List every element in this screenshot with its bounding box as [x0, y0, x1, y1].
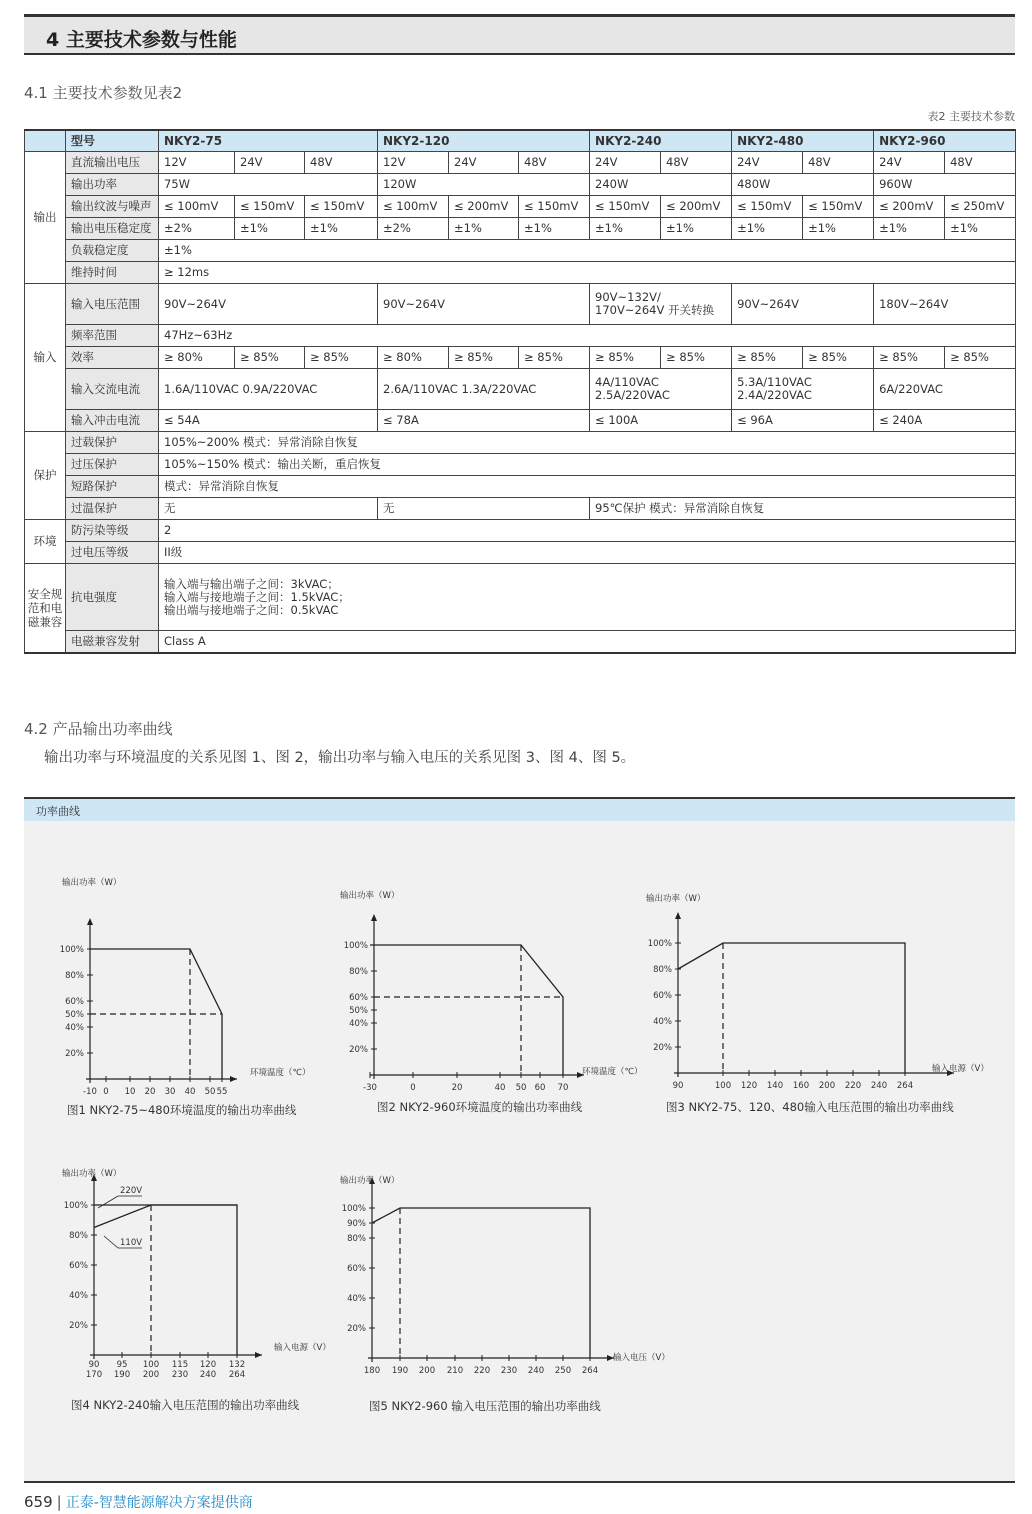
x-axis-label: 输入电源（V） — [274, 1343, 331, 1353]
y-tick-label: 40% — [65, 1023, 84, 1033]
cell: ≥ 80% — [159, 347, 235, 369]
y-tick-label: 40% — [653, 1017, 672, 1027]
param-name: 输出纹波与噪声 — [66, 196, 159, 218]
cell: ≥ 12ms — [159, 262, 1016, 284]
x-tick-label: 60 — [534, 1083, 546, 1093]
y-tick-label: 20% — [69, 1321, 88, 1331]
cell: ≤ 240A — [874, 410, 1016, 432]
x-tick-label: 140 — [766, 1081, 784, 1091]
y-tick-label: 60% — [65, 997, 84, 1007]
x-tick-label: 264 — [581, 1366, 599, 1376]
table-row — [25, 262, 1016, 284]
hd-model: 型号 — [66, 130, 159, 152]
x-tick-label: 190 — [391, 1366, 409, 1376]
section-header — [24, 14, 1015, 55]
cell: 120W — [378, 174, 590, 196]
curve-label-220v: 220V — [120, 1186, 143, 1196]
y-tick-label: 40% — [69, 1291, 88, 1301]
x-axis-arrow — [255, 1352, 262, 1358]
y-tick-label: 40% — [347, 1294, 366, 1304]
chart-caption: 图2 NKY2-960环境温度的输出功率曲线 — [377, 1100, 583, 1114]
power-curve-panel — [24, 797, 1015, 1483]
x-axis-arrow — [230, 1076, 237, 1082]
y-tick-label: 80% — [653, 965, 672, 975]
cell: 960W — [874, 174, 1016, 196]
x-tick-label: 100 — [142, 1360, 160, 1370]
param-name: 负载稳定度 — [66, 240, 159, 262]
hd-nky2-120: NKY2-120 — [378, 130, 590, 152]
x-tick-label: 170 — [85, 1370, 103, 1380]
x-tick-label: -30 — [363, 1083, 377, 1093]
chart-caption: 图5 NKY2-960 输入电压范围的输出功率曲线 — [369, 1399, 601, 1413]
table-row — [25, 410, 1016, 432]
x-tick-label: 20 — [144, 1087, 156, 1097]
chart-caption: 图3 NKY2-75、120、480输入电压范围的输出功率曲线 — [666, 1100, 954, 1114]
x-tick-label: 200 — [142, 1370, 160, 1380]
y-tick-label: 50% — [65, 1010, 84, 1020]
cell: ±1% — [449, 218, 519, 240]
series-line-110v — [94, 1205, 237, 1355]
cell: 95℃保护 模式：异常消除自恢复 — [590, 498, 1016, 520]
param-name: 频率范围 — [66, 325, 159, 347]
cell: 47Hz~63Hz — [159, 325, 1016, 347]
y-tick-label: 100% — [647, 939, 672, 949]
x-tick-label: 70 — [557, 1083, 569, 1093]
cell: 模式：异常消除自恢复 — [159, 476, 1016, 498]
x-tick-label: 40 — [184, 1087, 196, 1097]
group-output: 输出 — [25, 152, 66, 284]
x-tick-label: 30 — [164, 1087, 176, 1097]
cell: ≤ 150mV — [803, 196, 874, 218]
cell: 48V — [661, 152, 732, 174]
y-tick-label: 60% — [653, 991, 672, 1001]
x-tick-label: 220 — [473, 1366, 491, 1376]
cell: ≥ 85% — [732, 347, 803, 369]
y-tick-label: 20% — [653, 1043, 672, 1053]
table-row — [25, 631, 1016, 654]
y-tick-label: 100% — [59, 945, 84, 955]
x-axis-label: 输入电源（V） — [932, 1064, 989, 1074]
x-axis-label: 环境温度（℃） — [250, 1068, 311, 1078]
table-row — [25, 347, 1016, 369]
cell: 24V — [874, 152, 945, 174]
description-paragraph: 输出功率与环境温度的关系见图 1、图 2，输出功率与输入电压的关系见图 3、图 4、图 5。 — [44, 750, 636, 766]
series-line — [372, 1208, 590, 1358]
label-leader — [104, 1236, 118, 1248]
cell-line: 输入端与输出端子之间：3kVAC； — [164, 576, 339, 591]
cell: ≥ 80% — [378, 347, 449, 369]
x-tick-label: 240 — [199, 1370, 217, 1380]
y-tick-label: 80% — [65, 971, 84, 981]
param-name: 效率 — [66, 347, 159, 369]
cell: ≤ 150mV — [732, 196, 803, 218]
param-name: 抗电强度 — [66, 564, 159, 631]
x-tick-label: 200 — [418, 1366, 436, 1376]
cell-line: 输出端与接地端子之间：0.5kVAC — [164, 602, 339, 617]
footer-brand: 正泰-智慧能源解决方案提供商 — [65, 1495, 253, 1511]
cell: 90V~264V — [159, 284, 378, 325]
cell — [159, 564, 1016, 631]
table-row — [25, 369, 1016, 410]
cell: 24V — [732, 152, 803, 174]
table-row — [25, 152, 1016, 174]
cell: ≤ 150mV — [235, 196, 305, 218]
table-row — [25, 476, 1016, 498]
cell: ±1% — [732, 218, 803, 240]
y-tick-label: 50% — [349, 1006, 368, 1016]
cell-line: 2.5A/220VAC — [595, 388, 670, 402]
x-tick-label: 180 — [363, 1366, 381, 1376]
cell: 48V — [305, 152, 378, 174]
cell: ≥ 85% — [945, 347, 1016, 369]
cell-line: 5.3A/110VAC — [737, 375, 812, 389]
cell: Class A — [159, 631, 1016, 654]
cell-line: 2.4A/220VAC — [737, 388, 812, 402]
x-tick-label: 50 — [204, 1087, 216, 1097]
x-tick-label: 210 — [446, 1366, 464, 1376]
cell: ≥ 85% — [803, 347, 874, 369]
param-name: 过电压等级 — [66, 542, 159, 564]
table-row — [25, 240, 1016, 262]
cell: ±1% — [874, 218, 945, 240]
cell-line: 90V~132V/ — [595, 290, 661, 304]
x-tick-label: 115 — [171, 1360, 189, 1370]
table-row — [25, 174, 1016, 196]
x-tick-label: 100 — [714, 1081, 732, 1091]
cell: ≥ 85% — [519, 347, 590, 369]
curve-label-110v: 110V — [120, 1238, 143, 1248]
cell: 240W — [590, 174, 732, 196]
x-tick-label: 230 — [171, 1370, 189, 1380]
y-tick-label: 80% — [347, 1234, 366, 1244]
cell: ≥ 85% — [661, 347, 732, 369]
cell: ≤ 200mV — [661, 196, 732, 218]
cell: ≤ 100A — [590, 410, 732, 432]
x-tick-label: 200 — [818, 1081, 836, 1091]
y-axis-label: 输出功率（W） — [340, 891, 400, 901]
cell: ≥ 85% — [590, 347, 661, 369]
y-tick-label: 60% — [347, 1264, 366, 1274]
series-line — [678, 943, 905, 1073]
param-name: 防污染等级 — [66, 520, 159, 542]
cell: ≤ 150mV — [305, 196, 378, 218]
hd-nky2-960: NKY2-960 — [874, 130, 1016, 152]
x-tick-label: 20 — [451, 1083, 463, 1093]
subsection-title-4-2: 4.2 产品输出功率曲线 — [24, 720, 173, 738]
x-tick-label: 230 — [500, 1366, 518, 1376]
param-name: 输出电压稳定度 — [66, 218, 159, 240]
table-row — [25, 498, 1016, 520]
param-name: 过压保护 — [66, 454, 159, 476]
param-name: 输入冲击电流 — [66, 410, 159, 432]
x-axis-label: 输入电压（V） — [613, 1353, 670, 1363]
hd-blank — [25, 130, 66, 152]
group-protect: 保护 — [25, 432, 66, 520]
x-tick-label: -10 — [83, 1087, 97, 1097]
cell — [590, 369, 732, 410]
cell: 105%~150% 模式：输出关断，重启恢复 — [159, 454, 1016, 476]
section-title: 4 主要技术参数与性能 — [46, 29, 237, 51]
cell: ±1% — [159, 240, 1016, 262]
table-row — [25, 284, 1016, 325]
cell-line: 输入端与接地端子之间：1.5kVAC； — [164, 589, 350, 604]
cell — [732, 369, 874, 410]
cell: 90V~264V — [732, 284, 874, 325]
x-tick-label: 55 — [216, 1087, 228, 1097]
cell: 24V — [235, 152, 305, 174]
x-tick-label: 10 — [124, 1087, 136, 1097]
cell: II级 — [159, 542, 1016, 564]
spec-table — [24, 129, 1016, 654]
param-name: 维持时间 — [66, 262, 159, 284]
series-line — [370, 945, 563, 1075]
cell: ≥ 85% — [235, 347, 305, 369]
group-env: 环境 — [25, 520, 66, 564]
cell: ±1% — [590, 218, 661, 240]
table-row — [25, 564, 1016, 631]
cell: ≤ 78A — [378, 410, 590, 432]
param-name: 过载保护 — [66, 432, 159, 454]
cell: 48V — [803, 152, 874, 174]
x-tick-label: 95 — [116, 1360, 128, 1370]
y-tick-label: 20% — [347, 1324, 366, 1334]
cell: ±1% — [803, 218, 874, 240]
y-tick-label: 60% — [349, 993, 368, 1003]
y-tick-label: 60% — [69, 1261, 88, 1271]
y-tick-label: 40% — [349, 1019, 368, 1029]
group-safety: 安全规范和电磁兼容 — [25, 564, 66, 654]
cell: 24V — [449, 152, 519, 174]
cell: ±1% — [661, 218, 732, 240]
cell — [590, 284, 732, 325]
y-tick-label: 80% — [349, 967, 368, 977]
param-name: 输入电压范围 — [66, 284, 159, 325]
y-tick-label: 20% — [65, 1049, 84, 1059]
y-axis-label: 输出功率（W） — [62, 878, 122, 888]
cell: ±1% — [945, 218, 1016, 240]
cell: 180V~264V — [874, 284, 1016, 325]
cell: ≤ 250mV — [945, 196, 1016, 218]
power-curve-charts — [24, 799, 1015, 1481]
x-tick-label: 120 — [199, 1360, 217, 1370]
table-row — [25, 218, 1016, 240]
x-tick-label: 132 — [228, 1360, 246, 1370]
table-row — [25, 432, 1016, 454]
x-tick-label: 90 — [672, 1081, 684, 1091]
x-tick-label: 160 — [792, 1081, 810, 1091]
cell: ±2% — [378, 218, 449, 240]
y-tick-label: 20% — [349, 1045, 368, 1055]
param-name: 过温保护 — [66, 498, 159, 520]
cell: 12V — [159, 152, 235, 174]
cell: ≥ 85% — [305, 347, 378, 369]
page-footer — [24, 1492, 253, 1512]
cell: ≤ 200mV — [874, 196, 945, 218]
x-tick-label: 0 — [410, 1083, 416, 1093]
cell: 90V~264V — [378, 284, 590, 325]
cell: 75W — [159, 174, 378, 196]
param-name: 直流输出电压 — [66, 152, 159, 174]
y-tick-label: 100% — [341, 1204, 366, 1214]
table-row — [25, 325, 1016, 347]
cell: 480W — [732, 174, 874, 196]
label-leader — [98, 1196, 118, 1208]
table-header-row — [25, 130, 1016, 152]
cell: 48V — [945, 152, 1016, 174]
x-tick-label: 190 — [113, 1370, 131, 1380]
cell: ±1% — [235, 218, 305, 240]
table-row — [25, 196, 1016, 218]
cell: 2.6A/110VAC 1.3A/220VAC — [378, 369, 590, 410]
y-axis-label: 输出功率（W） — [646, 894, 706, 904]
param-name: 短路保护 — [66, 476, 159, 498]
y-tick-label: 80% — [69, 1231, 88, 1241]
cell: ≤ 100mV — [159, 196, 235, 218]
cell: ≥ 85% — [874, 347, 945, 369]
x-tick-label: 240 — [870, 1081, 888, 1091]
x-tick-label: 264 — [896, 1081, 914, 1091]
param-name: 输出功率 — [66, 174, 159, 196]
y-axis-arrow — [675, 912, 681, 919]
param-name: 电磁兼容发射 — [66, 631, 159, 654]
x-tick-label: 40 — [494, 1083, 506, 1093]
x-tick-label: 90 — [88, 1360, 100, 1370]
y-axis-arrow — [371, 914, 377, 921]
cell: 无 — [159, 498, 378, 520]
cell: ≤ 100mV — [378, 196, 449, 218]
cell: 24V — [590, 152, 661, 174]
y-axis-label: 输出功率（W） — [340, 1176, 400, 1186]
subsection-title-4-1: 4.1 主要技术参数见表2 — [24, 84, 183, 102]
cell: ≤ 150mV — [590, 196, 661, 218]
table-caption: 表2 主要技术参数 — [927, 110, 1015, 123]
cell: 48V — [519, 152, 590, 174]
cell: ±1% — [519, 218, 590, 240]
x-tick-label: 264 — [228, 1370, 246, 1380]
table-row — [25, 542, 1016, 564]
y-tick-label: 90% — [347, 1219, 366, 1229]
chart-caption: 图4 NKY2-240输入电压范围的输出功率曲线 — [71, 1398, 300, 1412]
chart-caption: 图1 NKY2-75~480环境温度的输出功率曲线 — [67, 1103, 297, 1117]
param-name: 输入交流电流 — [66, 369, 159, 410]
y-axis-label: 输出功率（W） — [62, 1169, 122, 1179]
y-axis-arrow — [87, 918, 93, 925]
x-tick-label: 50 — [515, 1083, 527, 1093]
cell: 6A/220VAC — [874, 369, 1016, 410]
cell: 无 — [378, 498, 590, 520]
hd-nky2-240: NKY2-240 — [590, 130, 732, 152]
cell: 2 — [159, 520, 1016, 542]
x-tick-label: 220 — [844, 1081, 862, 1091]
cell-line: 170V~264V 开关转换 — [595, 303, 714, 317]
table-row — [25, 454, 1016, 476]
y-tick-label: 100% — [343, 941, 368, 951]
x-tick-label: 250 — [554, 1366, 572, 1376]
page-number: 659 — [24, 1493, 53, 1511]
hd-nky2-480: NKY2-480 — [732, 130, 874, 152]
table-row — [25, 520, 1016, 542]
group-input: 输入 — [25, 284, 66, 432]
panel-title: 功率曲线 — [36, 805, 80, 818]
cell: 1.6A/110VAC 0.9A/220VAC — [159, 369, 378, 410]
cell: ≥ 85% — [449, 347, 519, 369]
cell: 105%~200% 模式：异常消除自恢复 — [159, 432, 1016, 454]
x-tick-label: 120 — [740, 1081, 758, 1091]
x-tick-label: 240 — [527, 1366, 545, 1376]
cell: ≤ 54A — [159, 410, 378, 432]
cell: ±1% — [305, 218, 378, 240]
x-tick-label: 0 — [103, 1087, 109, 1097]
hd-nky2-75: NKY2-75 — [159, 130, 378, 152]
cell: ≤ 200mV — [449, 196, 519, 218]
y-tick-label: 100% — [63, 1201, 88, 1211]
x-axis-label: 环境温度（℃） — [582, 1067, 643, 1077]
cell: ≤ 150mV — [519, 196, 590, 218]
cell-line: 4A/110VAC — [595, 375, 659, 389]
cell: ≤ 96A — [732, 410, 874, 432]
cell: 12V — [378, 152, 449, 174]
footer-separator: | — [56, 1493, 62, 1511]
cell: ±2% — [159, 218, 235, 240]
